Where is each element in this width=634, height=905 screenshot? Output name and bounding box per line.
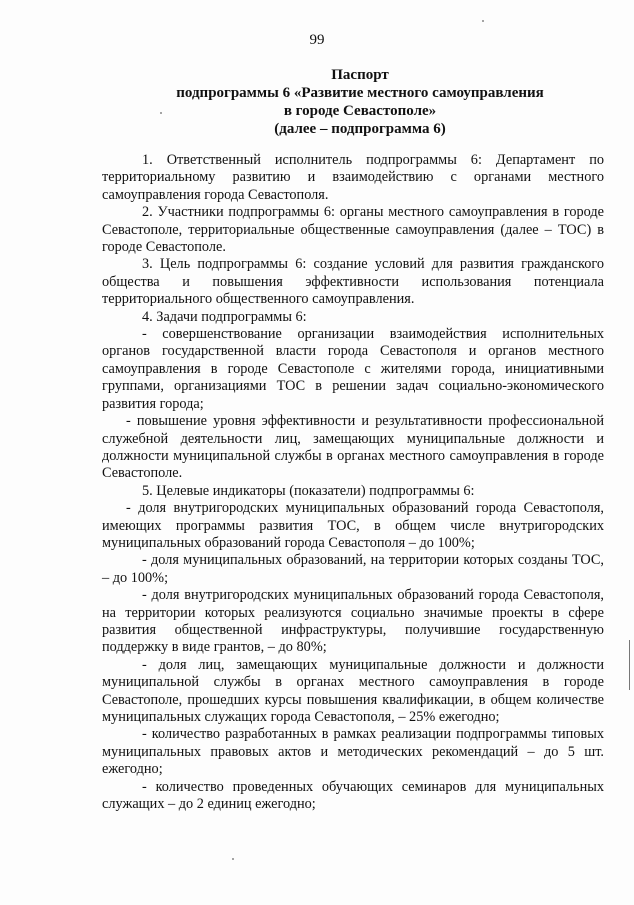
title-line: Паспорт: [331, 67, 389, 83]
paragraph-responsible-executor: 1. Ответственный исполнитель подпрограммы 6: Департамент по территориальному развитию и взаимодействию с органами местного самоуправления города Севастополя.: [102, 152, 604, 203]
scan-artifact-line: [629, 640, 630, 690]
scan-artifact-dot: [160, 112, 162, 114]
scan-artifact-dot: [232, 858, 234, 860]
paragraph-tasks-heading: 4. Задачи подпрограммы 6:: [142, 308, 307, 325]
title-line: подпрограммы 6 «Развитие местного самоуправления: [176, 85, 544, 101]
paragraph-indicator-item: - количество проведенных обучающих семинаров для муниципальных служащих – до 2 единиц ежегодно;: [102, 778, 604, 813]
page-number: 99: [309, 32, 325, 48]
paragraph-task-item: - повышение уровня эффективности и результативности профессиональной служебной деятельности лиц, замещающих муниципальные должности и должности муниципальной службы в органах местного самоуправления в городе Севастополе.: [102, 413, 604, 482]
paragraph-indicators-heading: 5. Целевые индикаторы (показатели) подпрограммы 6:: [142, 482, 475, 499]
paragraph-indicator-item: - доля внутригородских муниципальных образований города Севастополя, имеющих программы развития ТОС, в общем числе внутригородских муниципальных образований города Севастополя – до 100%;: [102, 500, 604, 551]
title-line: в городе Севастополе»: [283, 103, 437, 119]
paragraph-task-item: - совершенствование организации взаимодействия исполнительных органов государственной власти города Севастополя и органов местного самоуправления в городе Севастополе с жителями города, инициативными группами, организациями ТОС в решении задач социально-экономического развития города;: [102, 326, 604, 412]
paragraph-indicator-item: - количество разработанных в рамках реализации подпрограммы типовых муниципальных правовых актов и методических рекомендаций – до 5 шт. ежегодно;: [102, 726, 604, 778]
title-line: (далее – подпрограмма 6): [274, 121, 446, 137]
paragraph-indicator-item: - доля лиц, замещающих муниципальные должности и должности муниципальной службы в органах местного самоуправления в городе Севастополе, прошедших курсы повышения квалификации, в общем количестве муниципальных служащих города Севастополя, – 25% ежегодно;: [102, 656, 604, 725]
paragraph-participants: 2. Участники подпрограммы 6: органы местного самоуправления в городе Севастополе, территориальные общественные самоуправления (далее – ТОС) в городе Севастополе.: [102, 204, 604, 256]
paragraph-goal: 3. Цель подпрограммы 6: создание условий для развития гражданского общества и повышения эффективности использования потенциала территориального общественного самоуправления.: [102, 256, 604, 308]
paragraph-indicator-item: - доля муниципальных образований, на территории которых созданы ТОС, – до 100%;: [102, 552, 604, 586]
passport-title: [100, 66, 620, 138]
document-body: [102, 152, 604, 813]
scan-artifact-dot: [482, 20, 484, 22]
paragraph-indicator-item: - доля внутригородских муниципальных образований города Севастополя, на территории которых реализуются социально значимые проекты в сфере развития общественной инфраструктуры, получившие государственную поддержку в виде грантов, – до 80%;: [102, 587, 604, 656]
